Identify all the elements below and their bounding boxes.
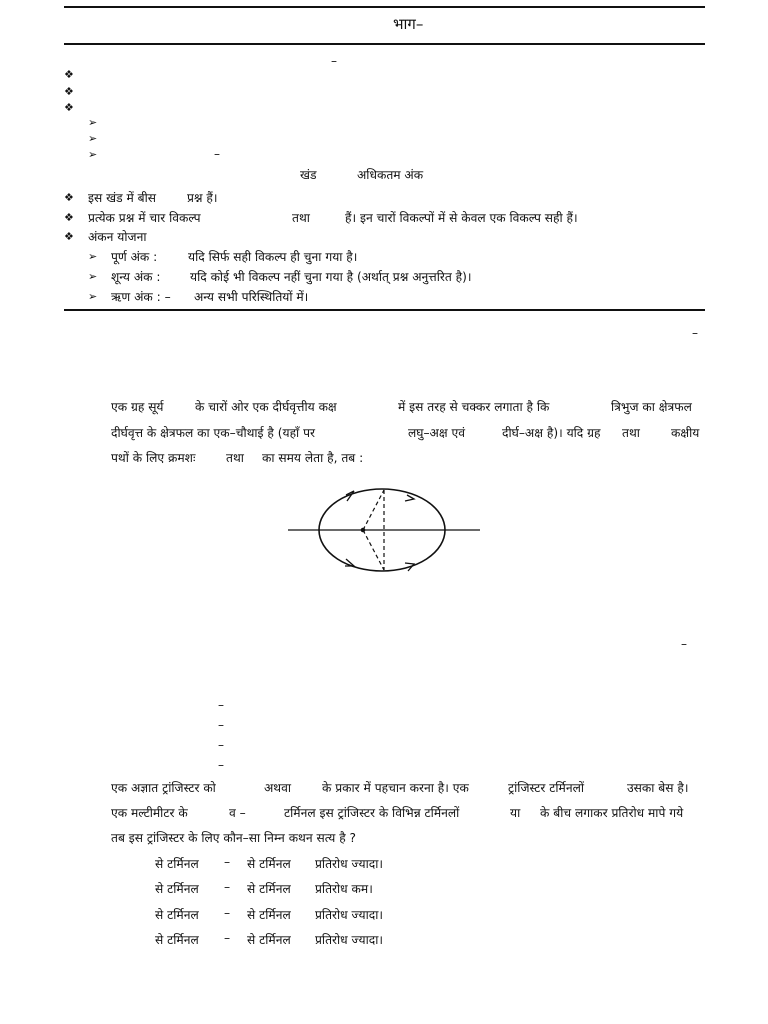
arrow-bullet: ➢ xyxy=(88,148,98,161)
q3-option-from: से टर्मिनल xyxy=(155,908,199,922)
rule-bullet: ❖ xyxy=(64,191,74,204)
option-dash: – xyxy=(218,758,224,772)
q1-text: का समय लेता है, तब : xyxy=(262,451,364,465)
question-marker: – xyxy=(692,326,698,340)
q1-text: दीर्घ–अक्ष है)। यदि ग्रह xyxy=(502,426,601,440)
diamond-bullet: ❖ xyxy=(64,101,74,114)
header-rule xyxy=(64,43,705,45)
q3-text: के बीच लगाकर प्रतिरोध मापे गये xyxy=(540,806,684,820)
question-marker: – xyxy=(681,637,687,651)
section-title: भाग– xyxy=(393,15,424,33)
diamond-bullet: ❖ xyxy=(64,68,74,81)
q3-option-result: प्रतिरोध ज्यादा। xyxy=(315,908,383,922)
rule-text: प्रश्न हैं। xyxy=(187,191,218,205)
rule-bullet: ❖ xyxy=(64,211,74,224)
q1-text: के चारों ओर एक दीर्घवृत्तीय कक्ष xyxy=(195,400,337,414)
orbit-arrow-top-right xyxy=(405,495,414,501)
q3-option-result: प्रतिरोध कम। xyxy=(315,882,373,896)
top-rule xyxy=(64,6,705,8)
marking-text: अन्य सभी परिस्थितियों में। xyxy=(194,290,309,304)
marking-text: यदि कोई भी विकल्प नहीं चुना गया है (अर्थात् प्रश्न अनुत्तरित है)। xyxy=(190,270,472,284)
q3-text: या xyxy=(510,806,521,820)
orbit-diagram xyxy=(286,486,482,578)
sun-point xyxy=(361,528,366,533)
q1-text: एक ग्रह सूर्य xyxy=(111,400,164,414)
q3-text: टर्मिनल इस ट्रांजिस्टर के विभिन्न टर्मिनलों xyxy=(284,806,460,820)
rule-text: हैं। इन चारों विकल्पों में से केवल एक विकल्प सही हैं। xyxy=(345,211,578,225)
q3-option-result: प्रतिरोध ज्यादा। xyxy=(315,857,383,871)
q1-text: तथा xyxy=(226,451,244,465)
q3-option-dash: – xyxy=(224,931,231,945)
rule-text: इस खंड में बीस xyxy=(88,191,156,205)
section-khand: खंड xyxy=(300,168,317,182)
focal-dashed-line xyxy=(363,530,384,570)
q3-option-to: से टर्मिनल xyxy=(247,908,291,922)
q1-text: लघु–अक्ष एवं xyxy=(408,426,465,440)
instruction-dash: – xyxy=(331,54,337,68)
q3-option-to: से टर्मिनल xyxy=(247,882,291,896)
q3-option-from: से टर्मिनल xyxy=(155,857,199,871)
q3-option-from: से टर्मिनल xyxy=(155,882,199,896)
q3-text: तब इस ट्रांजिस्टर के लिए कौन–सा निम्न कथन सत्य है ? xyxy=(111,831,357,845)
q3-text: एक मल्टीमीटर के xyxy=(111,806,188,820)
marking-bullet: ➢ xyxy=(88,290,98,303)
q3-option-dash: – xyxy=(224,906,231,920)
marking-label: शून्य अंक : xyxy=(111,270,161,284)
rule-text: अंकन योजना xyxy=(88,230,147,244)
option-dash: – xyxy=(218,718,224,732)
section-max-marks: अधिकतम अंक xyxy=(357,168,424,182)
q3-option-to: से टर्मिनल xyxy=(247,933,291,947)
q3-option-to: से टर्मिनल xyxy=(247,857,291,871)
rule-text: प्रत्येक प्रश्न में चार विकल्प xyxy=(88,211,201,225)
q3-text: के प्रकार में पहचान करना है। एक xyxy=(322,781,469,795)
marking-bullet: ➢ xyxy=(88,270,98,283)
marking-text: यदि सिर्फ सही विकल्प ही चुना गया है। xyxy=(188,250,358,264)
focal-dashed-line xyxy=(363,490,384,530)
marking-bullet: ➢ xyxy=(88,250,98,263)
option-dash: – xyxy=(218,738,224,752)
q3-text: अथवा xyxy=(264,781,292,795)
q1-text: पथों के लिए क्रमशः xyxy=(111,451,196,465)
q3-option-result: प्रतिरोध ज्यादा। xyxy=(315,933,383,947)
marking-label: ऋण अंक : – xyxy=(111,290,171,304)
q1-text: त्रिभुज का क्षेत्रफल xyxy=(611,400,692,414)
section-bottom-rule xyxy=(64,309,705,311)
q3-option-dash: – xyxy=(224,855,231,869)
q3-text: एक अज्ञात ट्रांजिस्टर को xyxy=(111,781,216,795)
q1-text: दीर्घवृत्त के क्षेत्रफल का एक–चौथाई है (यहाँ पर xyxy=(111,426,315,440)
q3-option-from: से टर्मिनल xyxy=(155,933,199,947)
q3-text: उसका बेस है। xyxy=(627,781,689,795)
marking-label: पूर्ण अंक : xyxy=(111,250,158,264)
rule-bullet: ❖ xyxy=(64,230,74,243)
diamond-bullet: ❖ xyxy=(64,85,74,98)
option-dash: – xyxy=(218,698,224,712)
q1-text: में इस तरह से चक्कर लगाता है कि xyxy=(398,400,550,414)
arrow-bullet: ➢ xyxy=(88,132,98,145)
rule-text: तथा xyxy=(292,211,310,225)
q1-text: तथा xyxy=(622,426,640,440)
q3-text: ट्रांजिस्टर टर्मिनलों xyxy=(508,781,585,795)
q3-option-dash: – xyxy=(224,880,231,894)
q3-text: व – xyxy=(229,806,246,820)
arrow-bullet: ➢ xyxy=(88,116,98,129)
q1-text: कक्षीय xyxy=(671,426,700,440)
arrow-line-dash: – xyxy=(214,147,220,161)
